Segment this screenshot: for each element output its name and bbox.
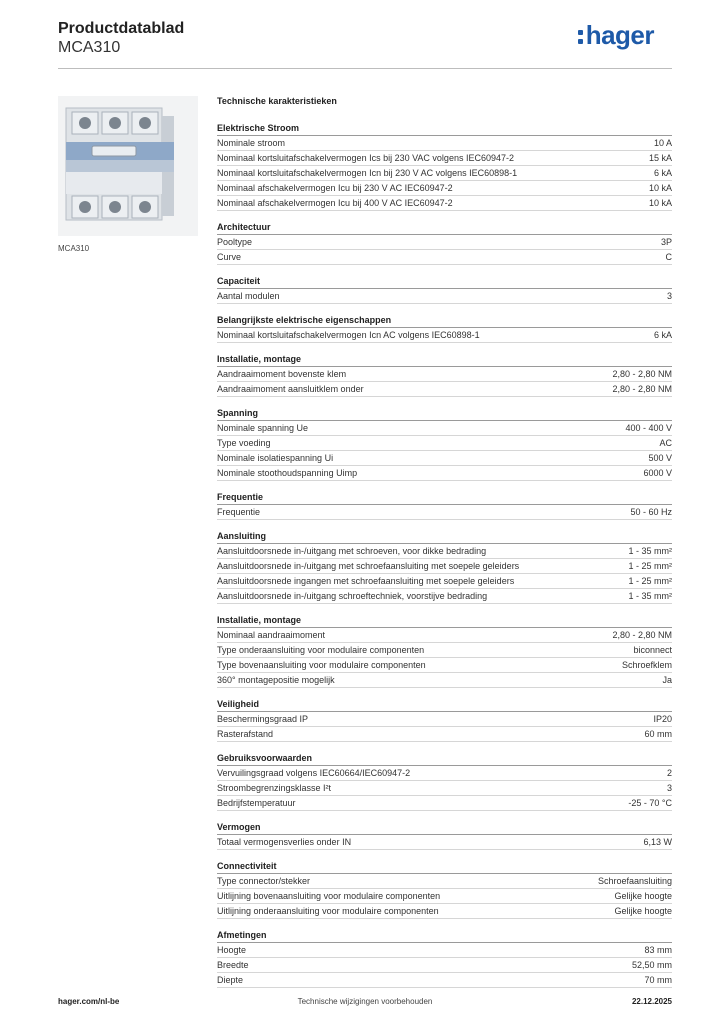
spec-row <box>217 958 672 973</box>
spec-section <box>217 220 672 265</box>
spec-row <box>217 544 672 559</box>
spec-row <box>217 466 672 481</box>
section-title: Elektrische Stroom <box>217 121 672 136</box>
spec-value: 6 kA <box>653 168 672 178</box>
spec-sections <box>217 121 672 988</box>
spec-value: 2,80 - 2,80 NM <box>612 630 672 640</box>
spec-value: C <box>665 252 672 262</box>
spec-label: Nominaal afschakelvermogen Icu bij 400 V AC IEC60947-2 <box>217 198 453 208</box>
spec-label: Stroombegrenzingsklasse I²t <box>217 783 332 793</box>
spec-row <box>217 658 672 673</box>
section-title: Frequentie <box>217 490 672 505</box>
spec-value: AC <box>659 438 672 448</box>
spec-row <box>217 151 672 166</box>
spec-row <box>217 451 672 466</box>
spec-value: 6000 V <box>643 468 672 478</box>
spec-section <box>217 859 672 919</box>
section-title: Installatie, montage <box>217 613 672 628</box>
spec-section <box>217 529 672 604</box>
spec-row <box>217 505 672 520</box>
spec-label: Nominaal kortsluitafschakelvermogen Icn AC volgens IEC60898-1 <box>217 330 480 340</box>
spec-section <box>217 490 672 520</box>
spec-row <box>217 421 672 436</box>
spec-label: Nominale stroom <box>217 138 286 148</box>
section-title: Spanning <box>217 406 672 421</box>
spec-label: Rasterafstand <box>217 729 274 739</box>
section-title: Vermogen <box>217 820 672 835</box>
section-title: Veiligheid <box>217 697 672 712</box>
spec-value: 52,50 mm <box>631 960 672 970</box>
spec-label: Totaal vermogensverlies onder IN <box>217 837 352 847</box>
spec-row <box>217 589 672 604</box>
spec-value: 2,80 - 2,80 NM <box>612 369 672 379</box>
spec-section <box>217 697 672 742</box>
spec-row <box>217 712 672 727</box>
spec-row <box>217 250 672 265</box>
header-divider <box>58 68 672 69</box>
spec-label: Frequentie <box>217 507 261 517</box>
spec-label: Uitlijning onderaansluiting voor modulaire componenten <box>217 906 439 916</box>
spec-row <box>217 436 672 451</box>
spec-value: 3P <box>660 237 672 247</box>
page-header <box>58 20 672 70</box>
spec-row <box>217 973 672 988</box>
spec-row <box>217 382 672 397</box>
spec-value: -25 - 70 °C <box>628 798 672 808</box>
spec-label: Aansluitdoorsnede in-/uitgang schroeftechniek, voorstijve bedrading <box>217 591 488 601</box>
spec-value: 70 mm <box>644 975 672 985</box>
spec-label: Breedte <box>217 960 249 970</box>
logo-dots-icon <box>578 28 584 45</box>
spec-value: 60 mm <box>644 729 672 739</box>
spec-value: 3 <box>666 783 672 793</box>
product-code: MCA310 <box>58 39 121 56</box>
spec-heading: Technische karakteristieken <box>217 96 337 106</box>
spec-row <box>217 574 672 589</box>
spec-section <box>217 121 672 211</box>
spec-label: Bedrijfstemperatuur <box>217 798 296 808</box>
spec-row <box>217 367 672 382</box>
section-title: Afmetingen <box>217 928 672 943</box>
spec-label: Uitlijning bovenaansluiting voor modulaire componenten <box>217 891 441 901</box>
spec-value: 1 - 35 mm² <box>628 546 672 556</box>
spec-section <box>217 928 672 988</box>
spec-value: 6 kA <box>653 330 672 340</box>
spec-label: Pooltype <box>217 237 253 247</box>
circuit-breaker-icon <box>58 96 198 236</box>
spec-section <box>217 751 672 811</box>
spec-label: Aansluitdoorsnede in-/uitgang met schroeven, voor dikke bedrading <box>217 546 487 556</box>
spec-label: Nominale spanning Ue <box>217 423 309 433</box>
spec-value: Schroefaansluiting <box>597 876 672 886</box>
spec-value: 83 mm <box>644 945 672 955</box>
spec-row <box>217 628 672 643</box>
section-title: Installatie, montage <box>217 352 672 367</box>
spec-value: 10 A <box>653 138 672 148</box>
spec-label: Aansluitdoorsnede in-/uitgang met schroefaansluiting met soepele geleiders <box>217 561 520 571</box>
spec-label: Hoogte <box>217 945 247 955</box>
spec-label: Curve <box>217 252 242 262</box>
section-title: Aansluiting <box>217 529 672 544</box>
spec-section <box>217 820 672 850</box>
spec-row <box>217 643 672 658</box>
spec-label: Nominale isolatiespanning Ui <box>217 453 334 463</box>
spec-value: 2,80 - 2,80 NM <box>612 384 672 394</box>
spec-value: 500 V <box>648 453 672 463</box>
spec-label: Aantal modulen <box>217 291 280 301</box>
spec-row <box>217 766 672 781</box>
spec-section <box>217 352 672 397</box>
spec-row <box>217 166 672 181</box>
spec-row <box>217 673 672 688</box>
image-caption: MCA310 <box>58 244 90 253</box>
spec-value: Gelijke hoogte <box>614 906 672 916</box>
spec-row <box>217 727 672 742</box>
spec-value: 1 - 25 mm² <box>628 576 672 586</box>
spec-row <box>217 196 672 211</box>
spec-label: Beschermingsgraad IP <box>217 714 309 724</box>
spec-value: 1 - 35 mm² <box>628 591 672 601</box>
spec-section <box>217 313 672 343</box>
footer-website-link[interactable]: hager.com/nl-be <box>58 997 120 1006</box>
spec-row <box>217 874 672 889</box>
spec-value: biconnect <box>633 645 672 655</box>
spec-row <box>217 181 672 196</box>
section-title: Belangrijkste elektrische eigenschappen <box>217 313 672 328</box>
spec-value: Gelijke hoogte <box>614 891 672 901</box>
section-title: Connectiviteit <box>217 859 672 874</box>
section-title: Capaciteit <box>217 274 672 289</box>
spec-section <box>217 274 672 304</box>
spec-value: 6,13 W <box>643 837 672 847</box>
section-title: Gebruiksvoorwaarden <box>217 751 672 766</box>
section-title: Architectuur <box>217 220 672 235</box>
spec-value: 3 <box>666 291 672 301</box>
spec-value: Ja <box>662 675 672 685</box>
footer-disclaimer: Technische wijzigingen voorbehouden <box>297 997 433 1006</box>
spec-label: Nominaal aandraaimoment <box>217 630 326 640</box>
spec-value: 10 kA <box>648 183 672 193</box>
spec-label: Nominale stoothoudspanning Uimp <box>217 468 358 478</box>
spec-row <box>217 328 672 343</box>
logo-text: hager <box>585 20 654 50</box>
spec-row <box>217 781 672 796</box>
spec-row <box>217 796 672 811</box>
spec-row <box>217 835 672 850</box>
spec-label: Nominaal kortsluitafschakelvermogen Icn bij 230 V AC volgens IEC60898-1 <box>217 168 518 178</box>
spec-value: 2 <box>666 768 672 778</box>
spec-label: Aandraaimoment bovenste klem <box>217 369 347 379</box>
spec-value: 1 - 25 mm² <box>628 561 672 571</box>
spec-section <box>217 613 672 688</box>
spec-row <box>217 904 672 919</box>
spec-row <box>217 559 672 574</box>
spec-value: Schroefklem <box>621 660 672 670</box>
product-image <box>58 96 198 236</box>
spec-label: 360° montagepositie mogelijk <box>217 675 335 685</box>
spec-row <box>217 943 672 958</box>
spec-value: 10 kA <box>648 198 672 208</box>
spec-value: 400 - 400 V <box>625 423 672 433</box>
spec-label: Nominaal afschakelvermogen Icu bij 230 V AC IEC60947-2 <box>217 183 453 193</box>
spec-row <box>217 136 672 151</box>
spec-label: Nominaal kortsluitafschakelvermogen Ics bij 230 VAC volgens IEC60947-2 <box>217 153 514 163</box>
spec-label: Type onderaansluiting voor modulaire componenten <box>217 645 425 655</box>
spec-label: Type connector/stekker <box>217 876 311 886</box>
hager-logo <box>578 20 654 51</box>
spec-value: 50 - 60 Hz <box>630 507 672 517</box>
footer-date: 22.12.2025 <box>631 997 672 1006</box>
spec-label: Aandraaimoment aansluitklem onder <box>217 384 364 394</box>
spec-row <box>217 235 672 250</box>
spec-row <box>217 889 672 904</box>
spec-table <box>217 96 672 997</box>
spec-value: IP20 <box>653 714 672 724</box>
page-title: Productdatablad <box>58 20 185 37</box>
spec-section <box>217 406 672 481</box>
spec-value: 15 kA <box>648 153 672 163</box>
spec-label: Type voeding <box>217 438 271 448</box>
spec-label: Diepte <box>217 975 244 985</box>
spec-label: Aansluitdoorsnede ingangen met schroefaansluiting met soepele geleiders <box>217 576 515 586</box>
spec-label: Vervuilingsgraad volgens IEC60664/IEC60947-2 <box>217 768 411 778</box>
spec-row <box>217 289 672 304</box>
spec-label: Type bovenaansluiting voor modulaire componenten <box>217 660 426 670</box>
